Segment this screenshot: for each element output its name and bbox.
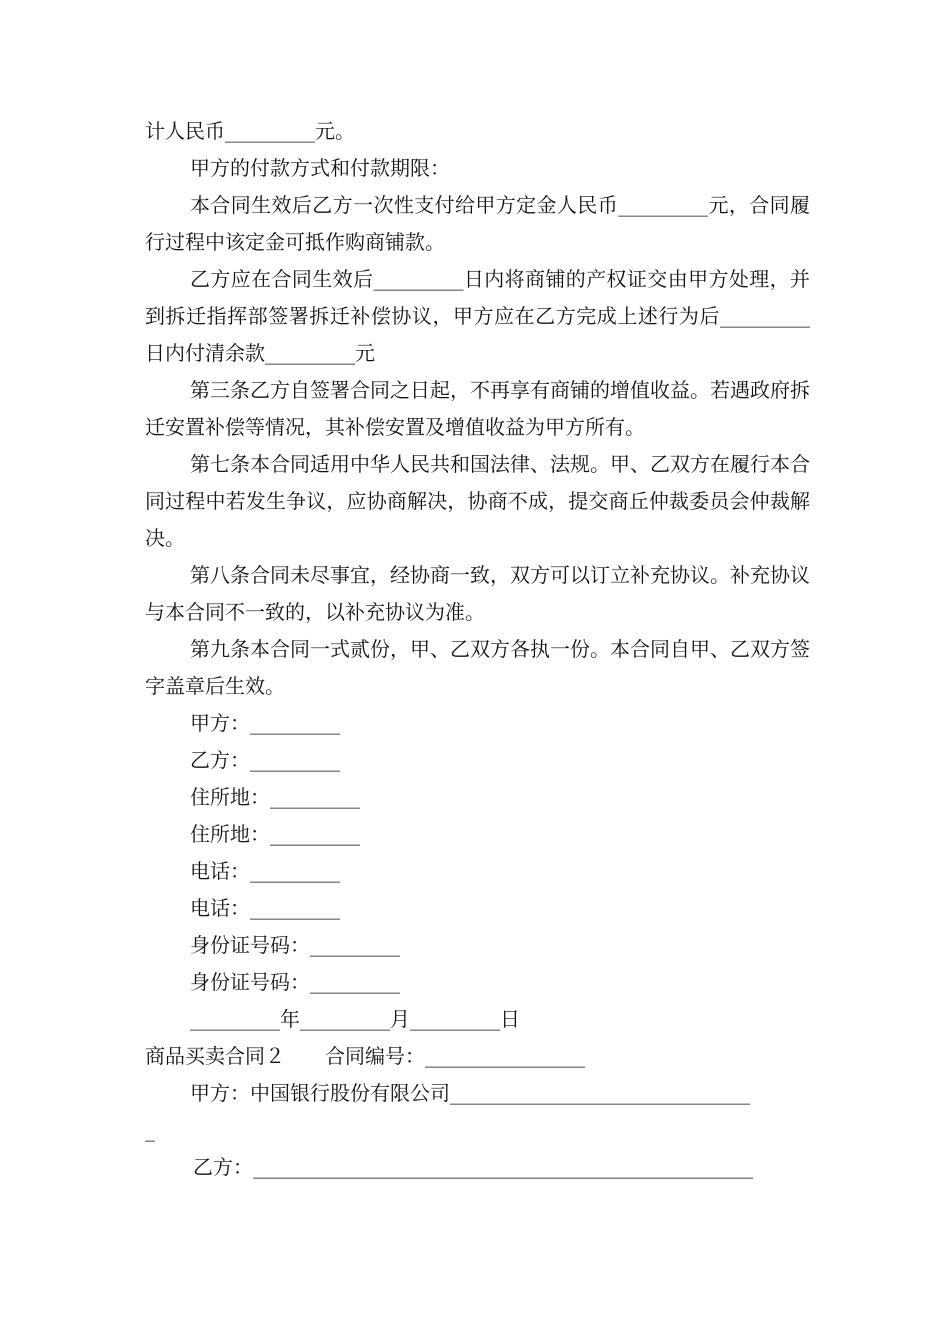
paragraph-article-3: 第三条乙方自签署合同之日起，不再享有商铺的增值收益。若遇政府拆迁安置补偿等情况，其补偿安置及增值收益为甲方所有。 (145, 378, 810, 439)
contract2-party-a: 甲方：中国银行股份有限公司______________________________ (190, 1081, 750, 1105)
document-page (145, 113, 810, 1186)
paragraph-article-7: 第七条本合同适用中华人民共和国法律、法规。甲、乙双方在履行本合同过程中若发生争议，应协商解决，协商不成，提交商丘仲裁委员会仲裁解决。 (145, 452, 810, 550)
paragraph-payment-heading: 甲方的付款方式和付款期限： (190, 156, 450, 180)
signature-address-b: 住所地：_________ (190, 822, 360, 846)
signature-id-b: 身份证号码：_________ (190, 970, 400, 994)
signature-phone-a: 电话：_________ (190, 859, 340, 883)
signature-party-b: 乙方：_________ (190, 748, 340, 772)
paragraph-certificate: 乙方应在合同生效后_________日内将商铺的产权证交由甲方处理，并到拆迁指挥部签署拆迁补偿协议，甲方应在乙方完成上述行为后_________日内付清余款_________元 (145, 267, 810, 365)
signature-party-a: 甲方：_________ (190, 711, 340, 735)
signature-address-a: 住所地：_________ (190, 785, 360, 809)
paragraph-article-8: 第八条合同未尽事宜，经协商一致，双方可以订立补充协议。补充协议与本合同不一致的，以补充协议为准。 (145, 563, 810, 624)
contract2-party-a-wrap: _ (145, 1118, 155, 1142)
signature-id-a: 身份证号码：_________ (190, 933, 400, 957)
contract2-party-b: 乙方：__________________________________________________ (193, 1155, 753, 1179)
paragraph-article-9: 第九条本合同一式贰份，甲、乙双方各执一份。本合同自甲、乙双方签字盖章后生效。 (145, 637, 810, 698)
signature-phone-b: 电话：_________ (190, 896, 340, 920)
signature-date: _________年_________月_________日 (190, 1007, 520, 1031)
paragraph-total-amount: 计人民币_________元。 (145, 119, 355, 143)
contract2-heading: 商品买卖合同２ 合同编号：________________ (145, 1044, 585, 1068)
paragraph-deposit: 本合同生效后乙方一次性支付给甲方定金人民币_________元，合同履行过程中该定金可抵作购商铺款。 (145, 193, 810, 254)
